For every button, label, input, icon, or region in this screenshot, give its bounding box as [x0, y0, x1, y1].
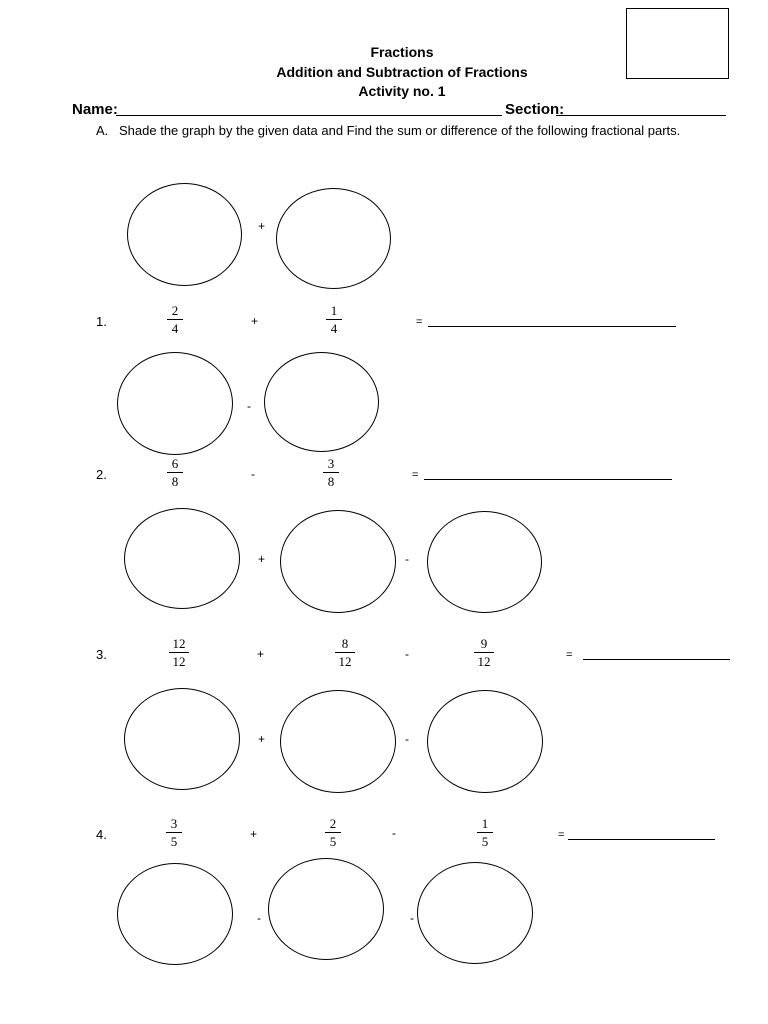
instruction-a — [96, 121, 716, 140]
fraction-circle[interactable] — [124, 688, 240, 790]
circle-operator: - — [405, 552, 409, 566]
operator: + — [251, 314, 259, 328]
fraction — [319, 303, 349, 336]
numerator: 3 — [170, 816, 178, 831]
numerator: 8 — [341, 636, 349, 651]
fraction-bar — [477, 832, 493, 833]
circle-operator: + — [258, 552, 266, 566]
denominator: 12 — [172, 654, 186, 669]
numerator: 9 — [480, 636, 488, 651]
fraction-bar — [323, 472, 339, 473]
fraction-bar — [166, 832, 182, 833]
fraction — [470, 816, 500, 849]
operator: - — [392, 826, 396, 840]
denominator: 12 — [338, 654, 352, 669]
worksheet-title: Fractions — [370, 44, 434, 60]
equals-sign: = — [416, 316, 423, 328]
fraction-circle[interactable] — [280, 510, 396, 613]
fraction-bar — [325, 832, 341, 833]
numerator: 3 — [327, 456, 335, 471]
denominator: 5 — [329, 834, 337, 849]
equals-sign: = — [566, 649, 573, 661]
numerator: 6 — [171, 456, 179, 471]
answer-line[interactable] — [583, 659, 730, 660]
answer-line[interactable] — [424, 479, 672, 480]
denominator: 12 — [477, 654, 491, 669]
fraction-circle[interactable] — [264, 352, 379, 452]
instruction-text: Shade the graph by the given data and Find the sum or difference of the following fractional parts. — [119, 123, 681, 138]
item-number: 3. — [96, 647, 107, 662]
item-number: 2. — [96, 467, 107, 482]
fraction-bar — [167, 319, 183, 320]
numerator: 12 — [172, 636, 186, 651]
fraction — [164, 636, 194, 669]
fraction-circle[interactable] — [276, 188, 391, 289]
section-blank-line[interactable] — [556, 115, 726, 116]
operator: + — [250, 827, 258, 841]
fraction-circle[interactable] — [427, 690, 543, 793]
fraction-circle[interactable] — [280, 690, 396, 793]
fraction-bar — [474, 652, 494, 653]
fraction — [160, 303, 190, 336]
fraction-circle[interactable] — [127, 183, 242, 286]
equals-sign: = — [558, 829, 565, 841]
item-number: 4. — [96, 827, 107, 842]
circle-operator: - — [410, 911, 414, 925]
name-label: Name: — [72, 101, 118, 118]
fraction — [330, 636, 360, 669]
denominator: 8 — [327, 474, 335, 489]
numerator: 2 — [329, 816, 337, 831]
denominator: 4 — [330, 321, 338, 336]
operator: - — [251, 467, 255, 481]
answer-line[interactable] — [568, 839, 715, 840]
fraction-circle[interactable] — [427, 511, 542, 613]
fraction — [316, 456, 346, 489]
fraction — [160, 456, 190, 489]
numerator: 1 — [481, 816, 489, 831]
denominator: 8 — [171, 474, 179, 489]
answer-line[interactable] — [428, 326, 676, 327]
item-number: 1. — [96, 314, 107, 329]
instruction-letter: A. — [96, 123, 109, 138]
fraction — [318, 816, 348, 849]
equals-sign: = — [412, 469, 419, 481]
fraction-bar — [169, 652, 189, 653]
circle-operator: - — [257, 911, 261, 925]
name-blank-line[interactable] — [116, 115, 502, 116]
section-label: Section: — [505, 101, 565, 118]
operator: - — [405, 647, 409, 661]
fraction — [469, 636, 499, 669]
fraction-circle[interactable] — [117, 863, 233, 965]
circle-operator: + — [258, 732, 266, 746]
circle-operator: - — [405, 732, 409, 746]
fraction-bar — [335, 652, 355, 653]
denominator: 5 — [481, 834, 489, 849]
operator: + — [257, 647, 265, 661]
numerator: 2 — [171, 303, 179, 318]
fraction-circle[interactable] — [117, 352, 233, 455]
fraction-circle[interactable] — [268, 858, 384, 960]
fraction-circle[interactable] — [417, 862, 533, 964]
fraction-bar — [167, 472, 183, 473]
worksheet-subtitle: Addition and Subtraction of Fractions — [276, 64, 528, 80]
denominator: 4 — [171, 321, 179, 336]
circle-operator: - — [247, 399, 251, 413]
numerator: 1 — [330, 303, 338, 318]
fraction-bar — [326, 319, 342, 320]
fraction-circle[interactable] — [124, 508, 240, 609]
activity-number: Activity no. 1 — [358, 83, 446, 99]
fraction — [159, 816, 189, 849]
denominator: 5 — [170, 834, 178, 849]
circle-operator: + — [258, 219, 266, 233]
